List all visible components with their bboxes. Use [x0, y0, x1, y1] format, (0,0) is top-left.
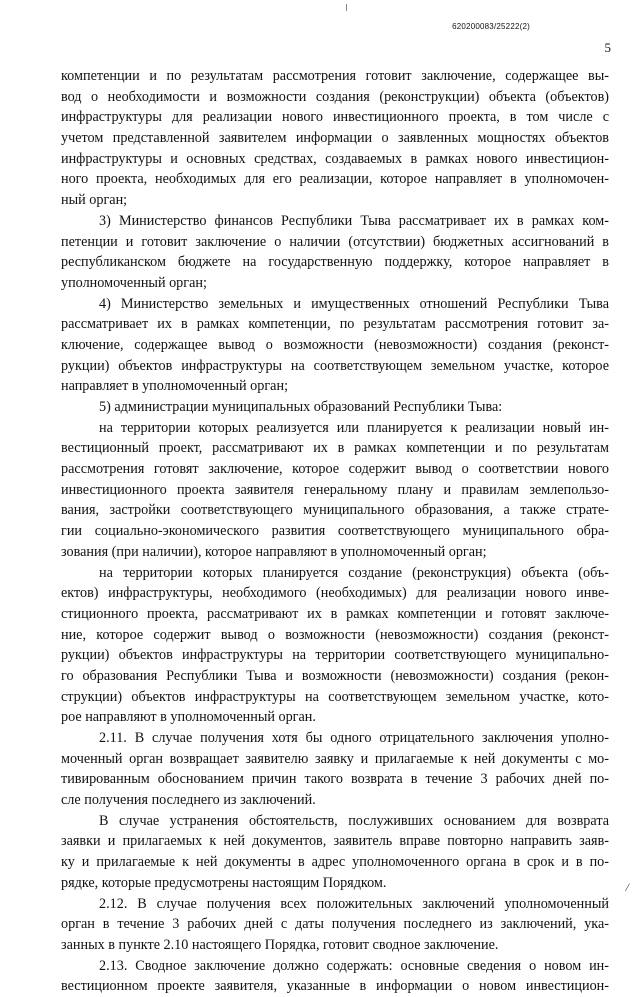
text-line: инвестиционного проекта заявителя генеральному плану и правилам землепользо-	[61, 481, 609, 498]
text-line: рукции) объектов инфраструктуры на соответствующем земельном участке, которое	[61, 357, 609, 374]
text-line: 4) Министерство земельных и имущественных отношений Республики Тыва	[99, 295, 609, 312]
text-line: учетом представленной заявителем информации о заявленных мощностях объектов	[61, 130, 609, 147]
text-line: вод о необходимости и возможности создания (реконструкции) объекта (объектов)	[61, 88, 609, 105]
text-line: уполномоченный орган;	[61, 274, 207, 291]
text-line: направляет в уполномоченный орган;	[61, 378, 289, 395]
text-line: заявки и прилагаемых к ней документов, заявитель вправе повторно направить заяв-	[61, 833, 609, 850]
text-line: моченный орган возвращает заявителю заявку и прилагаемые к ней документы с мо-	[61, 750, 609, 767]
text-line: рассматривает их в рамках компетенции, по результатам рассмотрения готовит за-	[61, 316, 609, 333]
text-line: ного проекта, необходимых для его реализации, которое направляет в уполномочен-	[61, 171, 609, 188]
scan-mark-bottom: /	[625, 880, 629, 894]
text-line: на территории которых планируется создание (реконструкция) объекта (объ-	[99, 564, 609, 581]
text-line: зования (при наличии), которое направляют в уполномоченный орган;	[61, 543, 487, 560]
text-line: рукции) объектов инфраструктуры на территории соответствующего муниципально-	[61, 647, 609, 664]
text-line: рассмотрения готовят заключение, которое содержит вывод о соответствии нового	[61, 461, 609, 478]
text-line: петенции и готовит заключение о наличии (отсутствии) бюджетных ассигнований в	[61, 233, 609, 250]
text-line: республиканском бюджете на государственную поддержку, которое направляет в	[61, 254, 609, 271]
text-line: компетенции и по результатам рассмотрения готовит заключение, содержащее вы-	[61, 68, 609, 84]
text-line: рое направляют в уполномоченный орган.	[61, 709, 316, 726]
text-line: сле получения последнего из заключений.	[61, 792, 316, 809]
page-number: 5	[604, 40, 611, 55]
text-line: вестиционный проект, рассматривают их в рамках компетенции и по результатам	[61, 440, 609, 457]
text-line: ный орган;	[61, 192, 128, 209]
text-line: вания, застройки соответствующего муниципального образования, а также страте-	[61, 502, 609, 519]
text-line: струкции) объектов инфраструктуры на соответствующем земельном участке, кото-	[61, 688, 609, 705]
text-line: тивированным обоснованием причин такого возврата в течение 3 рабочих дней по-	[61, 771, 609, 788]
text-line: инфраструктуры для реализации нового инвестиционного проекта, в том числе с	[61, 109, 609, 126]
text-line: инфраструктуры и основных средствах, создаваемых в рамках нового инвестицион-	[61, 150, 609, 167]
text-line: 2.12. В случае получения всех положительных заключений уполномоченный	[99, 895, 609, 912]
text-line: 5) администрации муниципальных образований Республики Тыва:	[99, 399, 503, 415]
text-line: 2.13. Сводное заключение должно содержать: основные сведения о новом ин-	[99, 957, 609, 974]
text-line: рядке, которые предусмотрены настоящим Порядком.	[61, 874, 387, 891]
text-line: занных в пункте 2.10 настоящего Порядка, готовит сводное заключение.	[61, 936, 499, 953]
text-line: 3) Министерство финансов Республики Тыва рассматривает их в рамках ком-	[99, 212, 609, 229]
text-line: ключение, содержащее вывод о возможности (невозможности) создания (реконст-	[61, 336, 609, 353]
text-line: В случае устранения обстоятельств, послуживших основанием для возврата	[99, 812, 609, 829]
text-line: на территории которых реализуется или планируется к реализации новый ин-	[99, 419, 609, 436]
scan-mark-top	[346, 4, 347, 11]
text-line: вестиционном проекте заявителя, указанные в информации о новом инвестицион-	[61, 978, 609, 995]
text-line: ние, которое содержит вывод о возможности (невозможности) создания (реконст-	[61, 626, 609, 643]
text-line: стиционного проекта, рассматривают их в рамках компетенции и готовят заключе-	[61, 605, 609, 622]
text-line: го образования Республики Тыва и возможности (невозможности) создания (рекон-	[61, 667, 609, 684]
document-id: 620200083/25222(2)	[452, 22, 530, 31]
text-line: гии социально-экономического развития соответствующего муниципального обра-	[61, 523, 609, 540]
text-line: орган в течение 3 рабочих дней с даты получения последнего из заключений, ука-	[61, 916, 609, 933]
text-line: ектов) инфраструктуры, необходимого (необходимых) для реализации нового инве-	[61, 585, 609, 602]
text-line: 2.11. В случае получения хотя бы одного отрицательного заключения уполно-	[99, 730, 609, 746]
text-line: ку и прилагаемые к ней документы в адрес уполномоченного органа в срок и в по-	[61, 854, 609, 871]
body-text	[61, 66, 609, 997]
